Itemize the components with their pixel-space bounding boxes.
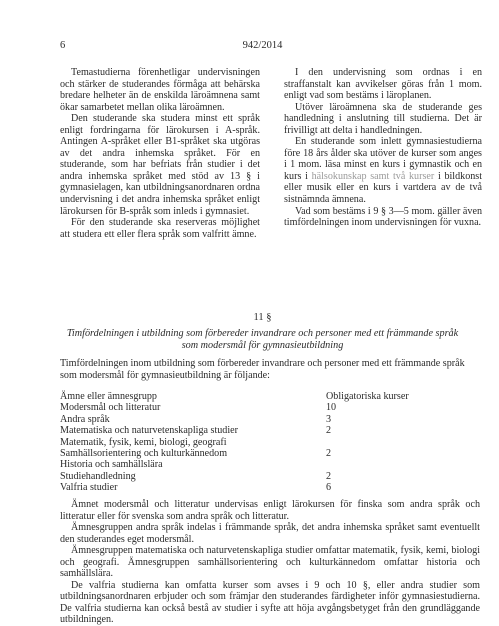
paragraph-text: i bildkonst eller musik eller en kurs i vartdera av de två sistnämnda ämnena. <box>284 170 483 206</box>
paragraph: De valfria studierna kan omfatta kurser som avses i 9 och 10 §, eller andra studier som utbildningsanordnaren erbjuder och som främjar den studerandes färdigheter inför gymnasiestudierna. De valfria studierna kan också bestå av studier i syfte att höja avgångsbetyget från den grundläggande utbildningen. <box>60 579 480 625</box>
paragraph: Ämnesgruppen andra språk indelas i främmande språk, det andra inhemska språket samt eventuellt den studerandes eget modersmål. <box>60 522 480 545</box>
table-row <box>60 448 480 459</box>
table-row <box>60 437 480 448</box>
table-row <box>60 482 480 493</box>
courses-cell: 2 <box>326 470 332 482</box>
page-number: 6 <box>60 40 66 51</box>
courses-cell: 2 <box>326 447 332 459</box>
faint-text: hälsokunskap samt två kurser <box>311 170 435 182</box>
table-row <box>60 402 480 413</box>
subject-cell: Modersmål och litteratur <box>60 402 161 414</box>
page-header <box>60 40 465 54</box>
left-column <box>60 67 260 240</box>
paragraph: I den undervisning som ordnas i en straffanstalt kan avvikelser göras från 1 mom. enligt vad som bestäms i läroplanen. <box>284 67 482 102</box>
subject-cell: Samhällsorientering och kulturkännedom <box>60 447 228 459</box>
paragraph: Temastudierna förenhetligar undervisningen och stärker de studerandes förmåga att behärska bredare helheter än de enskilda läroämnena samt ökar samarbetet mellan olika läroämnen. <box>60 67 260 113</box>
section-heading: Timfördelningen i utbildning som förbereder invandrare och personer med ett främmande språk som modersmål för gymnasieutbildning <box>66 328 459 351</box>
courses-cell: 3 <box>326 413 332 425</box>
subject-cell: Matematiska och naturvetenskapliga studier <box>60 425 238 437</box>
subject-cell: Andra språk <box>60 413 110 425</box>
table-header-row <box>60 391 480 402</box>
paragraph: För den studerande ska reserveras möjlighet att studera ett eller flera språk som valfritt ämne. <box>60 217 260 240</box>
paragraph: Ämnesgruppen matematiska och naturvetenskapliga studier omfattar matematik, fysik, kemi, biologi och geografi. Ämnesgruppen samhällsorientering och kulturkännedom omfattar historia och samhällslära. <box>60 545 480 579</box>
document-number: 942/2014 <box>242 40 283 51</box>
column-header-subject: Ämne eller ämnesgrupp <box>60 391 157 402</box>
column-header-courses: Obligatoriska kurser <box>326 391 409 402</box>
section-intro <box>60 358 480 381</box>
table-row <box>60 414 480 425</box>
paragraph: Timfördelningen inom utbildning som förbereder invandrare och personer med ett främmande språk som modersmål för gymnasieutbildning är följande: <box>60 358 465 381</box>
paragraph <box>284 136 482 205</box>
subject-cell: Matematik, fysik, kemi, biologi, geografi <box>60 436 227 448</box>
table-row <box>60 425 480 436</box>
paragraph-text: En studerande som inlett gymnasiestudierna före 18 års ålder ska utöver de kurser som anges i 1 mom. läsa minst en kurs i gymnastik och en kurs i <box>284 136 482 182</box>
table-row <box>60 459 480 470</box>
paragraph: Ämnet modersmål och litteratur undervisas enligt lärokursen för finska som andra språk och litteratur eller för svenska som andra språk och litteratur. <box>60 499 480 522</box>
subject-cell: Historia och samhällslära <box>60 459 163 471</box>
courses-cell: 10 <box>326 402 337 414</box>
courses-cell: 2 <box>326 425 332 437</box>
subject-cell: Studiehandledning <box>60 470 136 482</box>
timetable <box>60 391 480 494</box>
right-column <box>284 67 482 229</box>
paragraph: Vad som bestäms i 9 § 3—5 mom. gäller även timfördelningen inom undervisningen för vuxna. <box>284 205 482 229</box>
courses-cell: 6 <box>326 482 332 494</box>
table-row <box>60 471 480 482</box>
paragraph: Utöver läroämnena ska de studerande ges handledning i anslutning till studierna. Det är frivilligt att delta i handledningen. <box>284 101 482 136</box>
section-number: 11 § <box>253 312 272 323</box>
subject-cell: Valfria studier <box>60 482 118 494</box>
bottom-text <box>60 499 480 626</box>
paragraph: Den studerande ska studera minst ett språk enligt fordringarna för lärokursen i A-språk. Antingen A-språket eller B1-språket ska utgöras av det andra inhemska språket. För en studerande, som har befriats från studier i det andra inhemska språket med stöd av 13 § i gymnasielagen, kan utbildningsanordnaren ordna undervisning i det andra inhemska språket enligt lärokursen för B-språk som inleds i gymnasiet. <box>60 113 260 217</box>
